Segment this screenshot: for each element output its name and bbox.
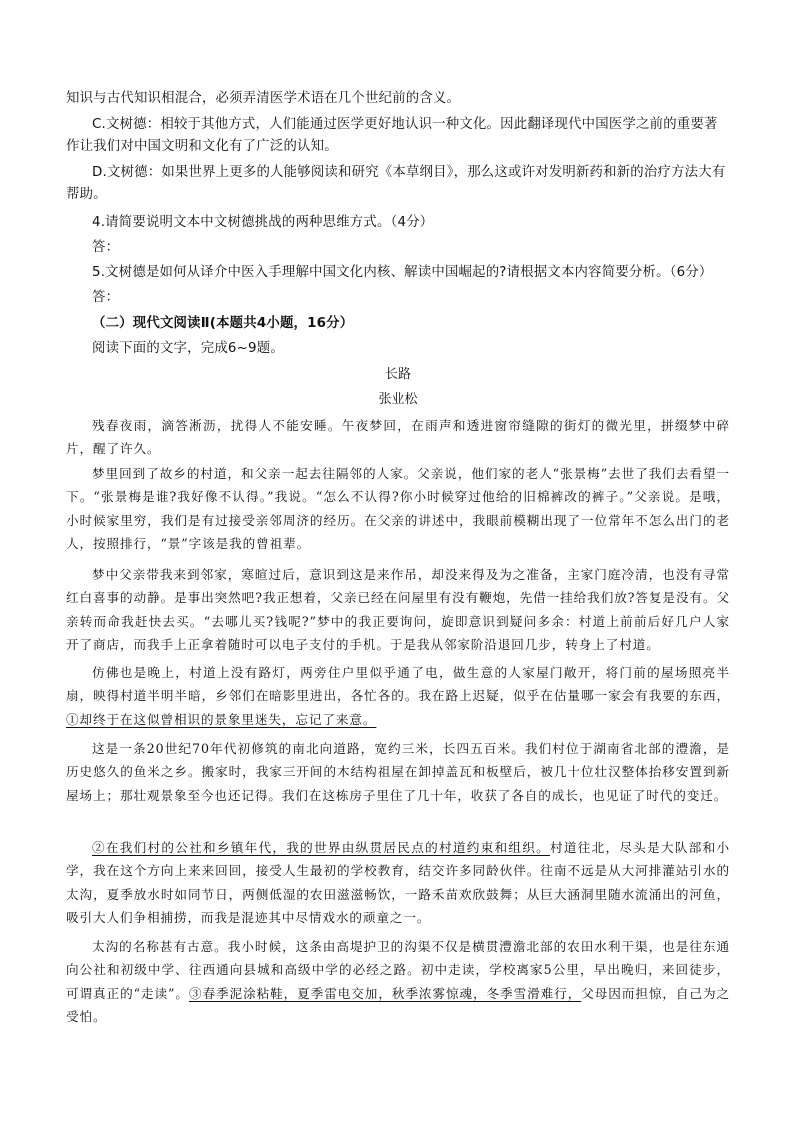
answer-label-4: 答： bbox=[92, 240, 120, 255]
option-c: C.文树德：相较于其他方式，人们能通过医学更好地认识一种文化。因此翻译现代中国医学之前的重要著作让我们对中国文明和文化有了广泛的认知。 bbox=[66, 117, 718, 154]
story-paragraph-3: 梦中父亲带我来到邻家，寒暄过后，意识到这是来作吊，却没来得及为之准备，主家门庭冷清，也没有寻常红白喜事的动静。是事出突然吧?我正想着，父亲已经在问屋里有没有鞭炮，先借一挂给我们放?答复是没有。父亲转而命我赶快去买。“去哪儿买?钱呢?”梦中的我正要询问，旋即意识到疑问多余：村道上前前后好几户人家开了商店，而我手上正拿着随时可以电子支付的手机。于是我从邻家阶沿退回几步，转身上了村道。 bbox=[66, 567, 730, 653]
answer-label-5: 答： bbox=[92, 290, 120, 305]
story-paragraph-7 bbox=[66, 935, 730, 1029]
story-author: 张业松 bbox=[378, 392, 418, 407]
marker-1: ① bbox=[66, 711, 80, 727]
option-d: D.文树德：如果世界上更多的人能够阅读和研究《本草纲目》，那么这或许对发明新药和新的治疗方法大有帮助。 bbox=[66, 165, 726, 202]
paragraph-7-text: 太沟的名称甚有古意。我小时候，这条由高堤护卫的沟渠不仅是横贯澧澹北部的农田水利干渠，也是往东通向公社和初级中学、往西通向县城和高级中学的必经之路。初中走读，学校离家5公里，早出晚归，来回徒步，可谓真正的“走读”。 bbox=[66, 939, 730, 1001]
marker-3: ③ bbox=[188, 985, 203, 1001]
story-paragraph-1: 残春夜雨，滴答淅沥，扰得人不能安睡。午夜梦回，在雨声和透进窗帘缝隙的街灯的微光里，拼缀梦中碎片，醒了许久。 bbox=[66, 418, 730, 457]
question-4: 4.请简要说明文本中文树德挑战的两种思维方式。（4分） bbox=[92, 215, 434, 230]
story-paragraph-2: 梦里回到了故乡的村道，和父亲一起去往隔邻的人家。父亲说，他们家的老人“张景梅”去世了我们去看望一下。“张景梅是谁?我好像不认得。”我说。“怎么不认得?你小时候穿过他给的旧棉裤改的裤子。”父亲说。是哦，小时候家里穷，我们是有过接受亲邻周济的经历。在父亲的讲述中，我眼前模糊出现了一位常年不怎么出门的老人，按照排行，“景”字该是我的曾祖辈。 bbox=[66, 466, 730, 552]
question-5: 5.文树德是如何从译介中医入手理解中国文化内核、解读中国崛起的?请根据文本内容简要分析。（6分） bbox=[92, 265, 713, 280]
paragraph-7-end: 父母因而担惊，自己为之受怕。 bbox=[66, 985, 730, 1025]
story-title: 长路 bbox=[384, 367, 411, 382]
reading-instruction: 阅读下面的文字，完成6~9题。 bbox=[92, 341, 284, 356]
paragraph-6-text: 村道往北，尽头是大队部和小学，我在这个方向上来来回回，接受人生最初的学校教育，结交许多同龄伙伴。往南不远是从大河排灌站引水的太沟，夏季放水时如同节日，两侧低湿的农田滋滋畅饮，一路禾苗欢欣鼓舞；从巨大涵洞里随水流涌出的河鱼，吸引大人们争相捕捞，而我是混迹其中尽情戏水的顽童之一。 bbox=[66, 840, 730, 926]
top-continuation-text: 知识与古代知识相混合，必须弄清医学术语在几个世纪前的含义。 bbox=[66, 91, 461, 106]
story-paragraph-6 bbox=[66, 836, 730, 930]
underlined-sentence-1: 却终于在这似曾相识的景象里迷失，忘记了来意。 bbox=[79, 711, 377, 727]
story-paragraph-5: 这是一条20世纪70年代初修筑的南北向道路，宽约三米，长四五百米。我们村位于湖南省北部的澧澹，是历史悠久的鱼米之乡。搬家时，我家三开间的木结构祖屋在卸掉盖瓦和板壁后，被几十位壮汉整体抬移安置到新屋场上；那壮观景象至今也还记得。我们在这栋房子里住了几十年，收获了各自的成长，也见证了时代的变迁。 bbox=[66, 741, 730, 803]
paragraph-4-text: 仿佛也是晚上，村道上没有路灯，两旁住户里似乎通了电，做生意的人家屋门敞开，将门前的屋场照亮半扇，映得村道半明半暗，乡邻们在暗影里进出，各忙各的。我在路上迟疑，似乎在估量哪一家会有我要的东西， bbox=[66, 665, 730, 704]
story-paragraph-4 bbox=[66, 661, 730, 731]
underlined-sentence-3: 春季泥涂粘鞋，夏季雷电交加，秋季浓雾惊魂，冬季雪滑难行， bbox=[202, 985, 582, 1001]
underlined-sentence-2: ②在我们村的公社和乡镇年代，我的世界由纵贯居民点的村道约束和组织。 bbox=[92, 840, 550, 855]
section-header: （二）现代文阅读Ⅱ(本题共4小题，16分） bbox=[92, 316, 354, 331]
